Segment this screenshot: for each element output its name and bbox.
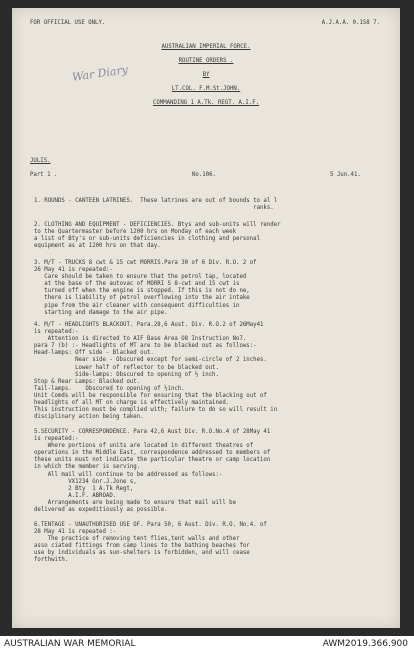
document-reference: A.J.A.A. 0.158 7. (321, 20, 380, 26)
order-line: is repeated:- (34, 329, 79, 336)
order-item-tentage (34, 522, 386, 565)
order-line: forthwith. (34, 557, 69, 564)
order-item-clothing (34, 222, 386, 250)
order-line: VX1234 Gnr.J.Jone s, (34, 478, 137, 485)
order-line: is repeated:- (34, 436, 79, 443)
order-line: to the Quartermaster before 1200 hrs on Monday of each week (34, 229, 237, 236)
order-line: there is liability of petrol overflowing into the air intake (34, 295, 250, 302)
order-line: 1. ROUNDS - CANTEEN LATRINES. These latrines are out of bounds to al l (34, 198, 278, 204)
order-line: All mail will continue to be addressed as follows:- (34, 471, 223, 478)
footer-institution: AUSTRALIAN WAR MEMORIAL (4, 639, 136, 649)
order-line: in which the member is serving. (34, 464, 141, 471)
order-line: Where portions of units are located in different theatres of (34, 443, 254, 450)
classification-label: FOR OFFICIAL USE ONLY. (30, 20, 106, 26)
order-line: delivered as expeditiously as possible. (34, 507, 168, 514)
order-line: operations in the Middle East, correspondence addressed to members of (34, 450, 271, 457)
order-line: Care should be taken to ensure that the petrol tap, located (34, 274, 247, 281)
order-line: these units must not indicate the particular theatre or camp location (34, 457, 271, 464)
order-line: ranks. (34, 205, 274, 212)
order-line: equipment as at 1200 hrs on that day. (34, 243, 161, 250)
order-line: Head-lamps: Off side - Blacked out. (34, 350, 154, 357)
order-line: a list of Bty's or sub-units deficiencies in clothing and personal (34, 236, 260, 243)
order-line: 6.TENTAGE - UNAUTHORISED USE OF. Para 50, 6 Aust. Div. R.O. No.4. of (34, 522, 267, 528)
order-line: Attention is directed to AIF Base Area O8 Instruction No7. (34, 336, 247, 343)
order-line: A.I.F. ABROAD. (34, 492, 117, 499)
order-line: Tail-lamps. Obscured to opening of ½inch. (34, 385, 185, 392)
handwritten-annotation: War Diary (71, 63, 129, 84)
title-force: AUSTRALIAN IMPERIAL FORCE. (161, 44, 251, 50)
document-page (12, 8, 400, 628)
order-line: Lower half of reflector to be blacked out. (34, 364, 219, 371)
order-line: at the base of the autovac of MORRI S 8-cwt and 15 cwt is (34, 281, 240, 288)
order-line: use by individuals as sun-shelters is forbidden, and will cease (34, 550, 250, 557)
order-line: para 7 (b) :- Headlights of MT are to be blacked out as follows:- (34, 343, 257, 350)
order-number: No.106. (192, 172, 216, 178)
title-by: BY (202, 72, 210, 78)
order-line: 26 May 41 is repeated:- (34, 267, 113, 274)
order-line: Stop & Rear Lamps: Blacked out. (34, 378, 141, 385)
order-line: turned off when the engine is stopped. If this is not do ne, (34, 288, 250, 295)
order-line: 5.SECURITY - CORRESPONDENCE. Para 42,6 Aust Div. R.O.No.4 of 28May 41 (34, 429, 271, 435)
footer-accession-number: AWM2019.366.900 (322, 639, 408, 649)
order-item-security (34, 429, 386, 514)
order-line: pipe from the air cleaner with consequent difficulties in (34, 302, 240, 309)
order-line: Side-lamps: Obscured to opening of ½ inch. (34, 371, 219, 378)
part-label: Part 1 . (30, 172, 58, 178)
archive-footer (0, 636, 414, 653)
title-commander: LT.COL. F.M.St.JOHN. (171, 86, 241, 92)
order-line: Arrangements are being made to ensure that mail will be (34, 499, 237, 506)
order-date: 5 Jun.41. (330, 172, 361, 178)
order-line: 2 Bty 1 A.Tk Regt, (34, 485, 134, 492)
order-line: 2. CLOTHING AND EQUIPMENT - DEFICIENCIES. Btys and sub-units will render (34, 222, 281, 228)
order-item-headlights (34, 322, 386, 421)
order-line: asso ciated fittings from camp lines to the bathing beaches for (34, 543, 250, 550)
section-label: JULIS. (30, 158, 51, 164)
order-line: The practice of removing tent flies,tent walls and other (34, 536, 240, 543)
order-line: starting and damage to the air pipe. (34, 309, 168, 316)
order-line: This instruction must be complied with; failure to do so will result in (34, 407, 278, 414)
order-line: 4. M/T - HEADLIGHTS BLACKOUT. Para.28,6 Aust. Div. R.O.2 of 26May41 (34, 322, 264, 328)
order-line: 3. M/T - TRUCKS 8 cwt & 15 cwt MORRIS.Para 30 of 6 Div. R.O. 2 of (34, 260, 257, 266)
order-line: 28 May 41 is repeated :- (34, 529, 117, 536)
title-orders: ROUTINE ORDERS . (178, 58, 234, 64)
order-item-rounds (34, 198, 386, 212)
order-item-trucks (34, 260, 386, 317)
order-line: Near side - Obscured except for semi-circle of 2 inches. (34, 357, 267, 364)
title-command: COMMANDING 1 A.Tk. REGT. A.I.F. (152, 100, 260, 106)
order-line: disciplinary action being taken. (34, 414, 144, 421)
order-line: Unit Comds will be responsible for ensuring that the blacking out of (34, 392, 267, 399)
order-line: headlights of all MT on charge is effectively maintained. (34, 400, 230, 407)
